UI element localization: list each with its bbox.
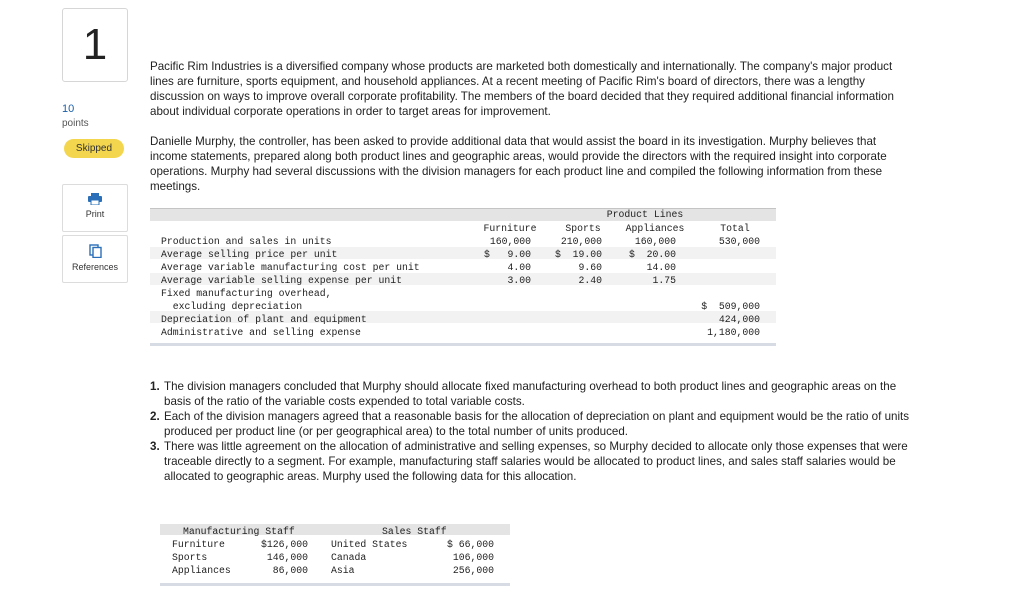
cell-sports: 9.60 (578, 262, 602, 273)
skipped-status-badge (64, 139, 124, 158)
list-item (150, 439, 910, 484)
list-item-number: 3. (150, 440, 160, 453)
cell-furniture: 4.00 (507, 262, 531, 273)
list-item-text: Each of the division managers agreed that a reasonable basis for the allocation of depreciation on plant and equipment would be the ratio of units produced per product line (or per geographical area) to the total number of units produced. (164, 410, 910, 438)
printer-icon (88, 193, 102, 205)
mfg-row-label: Appliances (172, 565, 231, 576)
cell-appliances: 160,000 (634, 236, 676, 247)
cell-sports: 210,000 (560, 236, 602, 247)
mfg-row-value: 146,000 (266, 552, 308, 563)
row-label: Administrative and selling expense (161, 327, 361, 338)
mfg-row-value: $126,000 (260, 539, 308, 550)
staff-salaries-table (160, 520, 510, 586)
sales-row-value: 106,000 (452, 552, 494, 563)
points-value: 10 (62, 103, 75, 115)
row-label: Fixed manufacturing overhead, (161, 288, 332, 299)
row-label: Production and sales in units (161, 236, 332, 247)
skipped-status-text: Skipped (75, 143, 113, 154)
mfg-row-label: Sports (172, 552, 208, 563)
sales-row-value: 256,000 (452, 565, 494, 576)
col-header-appliances: Appliances (625, 223, 685, 234)
cell-total: 424,000 (718, 314, 760, 325)
table-bottom-bar (150, 343, 776, 346)
cell-appliances: 14.00 (646, 262, 676, 273)
list-item (150, 409, 910, 439)
cell-appliances: $ 20.00 (628, 249, 676, 260)
product-lines-table (150, 208, 776, 346)
cell-sports: $ 19.00 (554, 249, 602, 260)
cell-appliances: 1.75 (652, 275, 676, 286)
sales-staff-header: Sales Staff (382, 526, 447, 537)
list-item (150, 379, 910, 409)
allocation-rules-list (150, 379, 910, 484)
references-label: References (71, 262, 119, 272)
list-item-number: 1. (150, 380, 160, 393)
cell-furniture: 3.00 (507, 275, 531, 286)
cell-total: 530,000 (718, 236, 760, 247)
list-item-text: There was little agreement on the allocation of administrative and selling expenses, so Murphy decided to allocate only those expenses that were traceable directly to a segment. For example, manufacturing staff salaries would be allocated to product lines, and sales staff salaries would be allocated to geographic areas. Murphy used the following data for this allocation. (164, 440, 908, 483)
cell-sports: 2.40 (578, 275, 602, 286)
references-button[interactable] (62, 235, 128, 283)
list-item-text: The division managers concluded that Murphy should allocate fixed manufacturing overhead to both product lines and geographic areas on the basis of the ratio of the variable costs expended to total variable costs. (164, 380, 897, 408)
sales-row-label: Canada (331, 552, 367, 563)
mfg-row-label: Furniture (172, 539, 225, 550)
document-stack-icon (89, 244, 102, 258)
intro-paragraph: Pacific Rim Industries is a diversified company whose products are marketed both domestically and internationally. The company's major product lines are furniture, sports equipment, and household appliances. At a recent meeting of Pacific Rim's board of directors, there was a lengthy discussion on ways to improve overall corporate profitability. The members of the board decided that they required additional financial information about individual corporate operations in order to target areas for improvement. (150, 60, 894, 118)
mfg-row-value: 86,000 (272, 565, 308, 576)
points-label: points (62, 118, 89, 129)
row-label: Average variable selling expense per unit (161, 275, 403, 286)
table-bottom-bar (160, 583, 510, 586)
col-header-sports: Sports (565, 223, 601, 234)
list-item-number: 2. (150, 410, 160, 423)
row-label: Average selling price per unit (161, 249, 338, 260)
col-header-furniture: Furniture (483, 223, 537, 234)
cell-total: $ 509,000 (701, 301, 760, 312)
sales-row-label: United States (331, 539, 408, 550)
cell-furniture: 160,000 (489, 236, 531, 247)
question-number-box (62, 8, 128, 82)
question-number: 1 (82, 20, 108, 69)
product-lines-header: Product Lines (606, 209, 684, 220)
sales-row-label: Asia (331, 565, 355, 576)
row-label: Average variable manufacturing cost per unit (161, 262, 420, 273)
print-button[interactable] (62, 184, 128, 232)
cell-furniture: $ 9.00 (483, 249, 531, 260)
row-label: Depreciation of plant and equipment (161, 314, 367, 325)
row-label: excluding depreciation (161, 301, 303, 312)
sales-row-value: $ 66,000 (446, 539, 494, 550)
controller-paragraph: Danielle Murphy, the controller, has been asked to provide additional data that would assist the board in its investigation. Murphy believes that income statements, prepared along both product lines and geographic areas, would provide the directors with the required insight into corporate operations. Murphy had several discussions with the division managers for each product line and compiled the following information from these meetings. (150, 135, 887, 193)
manufacturing-staff-header: Manufacturing Staff (183, 526, 295, 537)
print-label: Print (85, 209, 105, 219)
cell-total: 1,180,000 (707, 327, 760, 338)
col-header-total: Total (720, 223, 750, 234)
